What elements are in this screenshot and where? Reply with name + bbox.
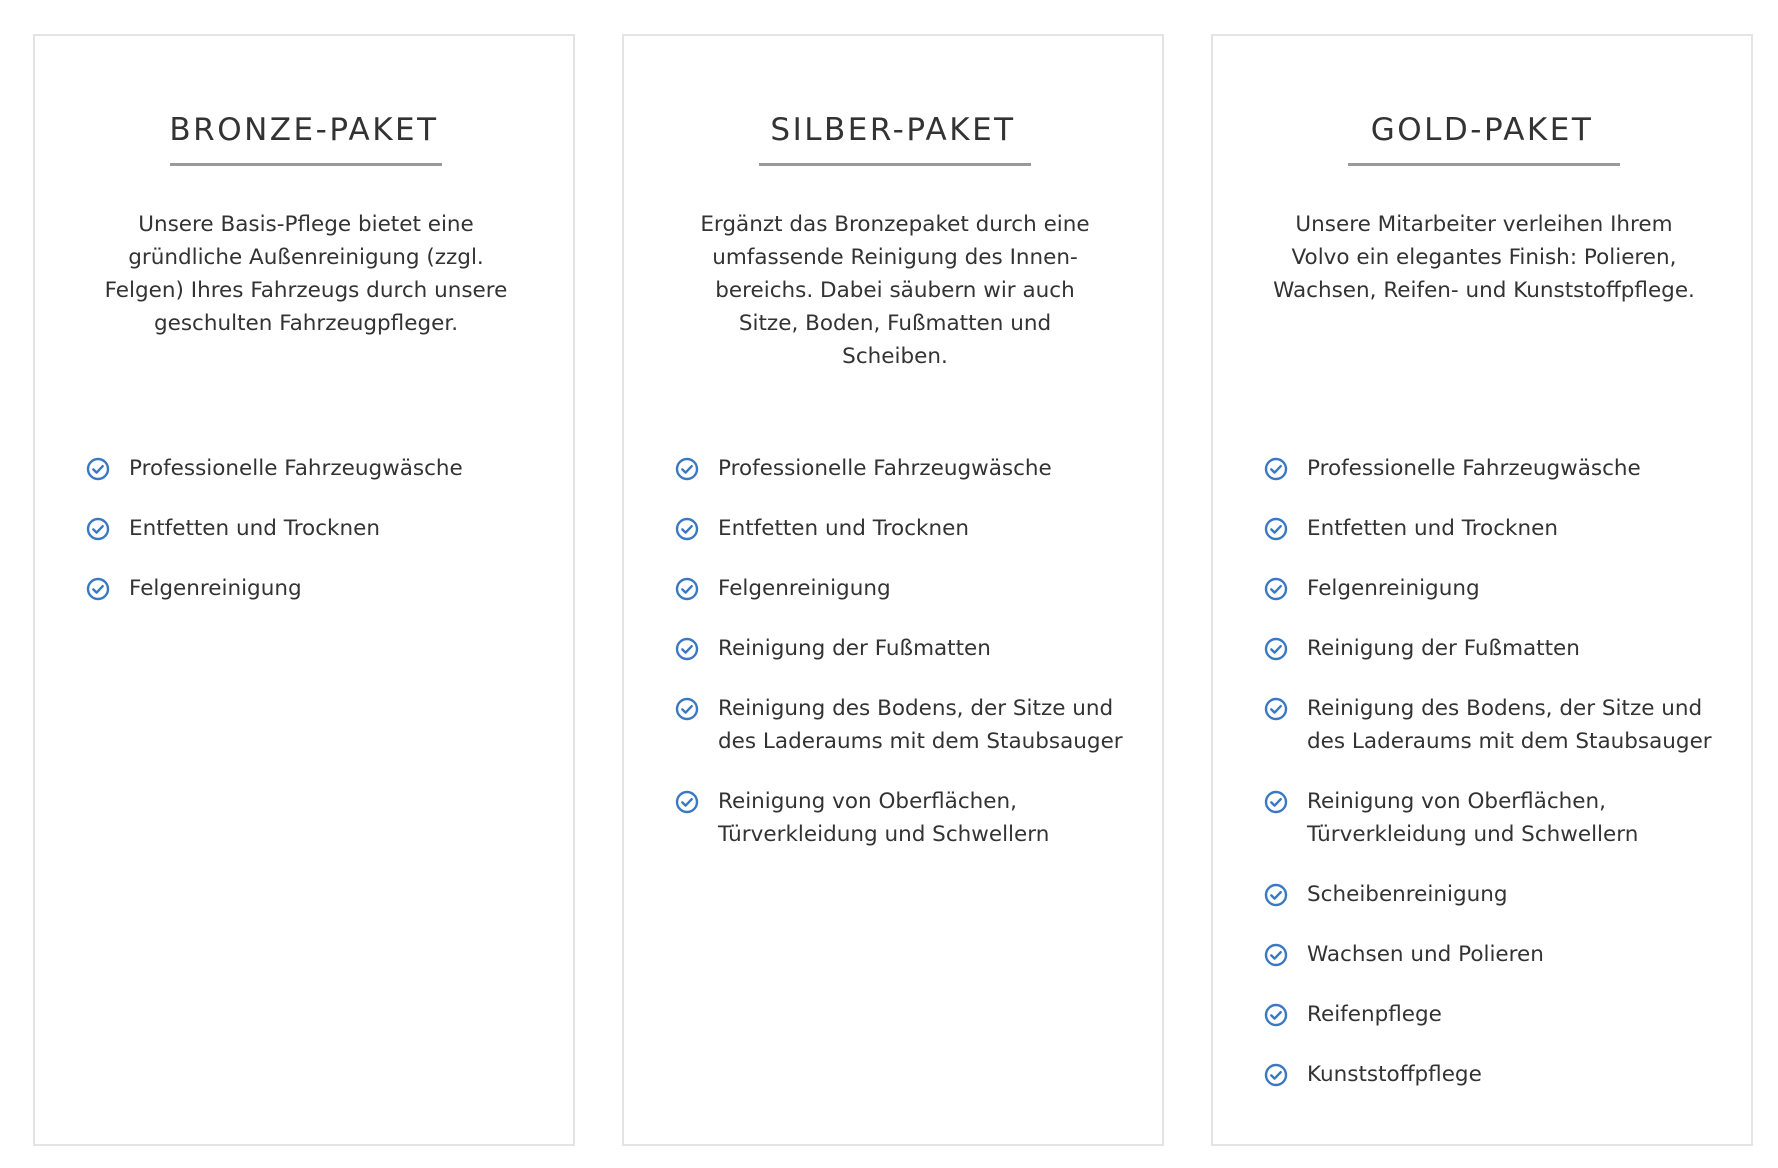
feature-label: Reinigung von Oberflächen, Türverkleidung und Schwellern bbox=[718, 789, 1050, 847]
feature-label: Kunststoffpflege bbox=[1307, 1062, 1482, 1087]
check-circle-icon bbox=[675, 577, 699, 601]
title-divider bbox=[759, 163, 1031, 166]
check-circle-icon bbox=[1264, 1003, 1288, 1027]
check-circle-icon bbox=[86, 517, 110, 541]
bronze-package-card bbox=[33, 34, 575, 1146]
feature-item bbox=[86, 572, 556, 605]
package-title: BRONZE-PAKET bbox=[169, 112, 439, 148]
feature-item bbox=[675, 632, 1145, 665]
feature-item bbox=[86, 512, 556, 545]
package-title: GOLD-PAKET bbox=[1370, 112, 1594, 148]
check-circle-icon bbox=[1264, 1063, 1288, 1087]
feature-label: Scheibenreinigung bbox=[1307, 882, 1508, 907]
feature-item bbox=[675, 452, 1145, 485]
feature-label: Entfetten und Trocknen bbox=[718, 516, 969, 541]
feature-item bbox=[1264, 1058, 1734, 1091]
check-circle-icon bbox=[1264, 883, 1288, 907]
check-circle-icon bbox=[1264, 517, 1288, 541]
feature-label: Entfetten und Trocknen bbox=[129, 516, 380, 541]
check-circle-icon bbox=[675, 457, 699, 481]
check-circle-icon bbox=[675, 517, 699, 541]
feature-item bbox=[675, 692, 1145, 758]
check-circle-icon bbox=[675, 697, 699, 721]
check-circle-icon bbox=[1264, 943, 1288, 967]
package-title: SILBER-PAKET bbox=[770, 112, 1016, 148]
feature-label: Reinigung der Fußmatten bbox=[718, 636, 991, 661]
gold-package-card bbox=[1211, 34, 1753, 1146]
check-circle-icon bbox=[1264, 790, 1288, 814]
package-description: Unsere Mitarbeiter verleihen Ihrem Volvo ein elegantes Finish: Polieren, Wachsen, Reifen- und Kunststoffpflege. bbox=[1273, 212, 1695, 303]
package-description: Ergänzt das Bronzepaket durch eine umfassende Reinigung des Innen-bereichs. Dabei säubern wir auch Sitze, Boden, Fußmatten und Scheiben. bbox=[700, 212, 1090, 369]
check-circle-icon bbox=[1264, 697, 1288, 721]
feature-label: Professionelle Fahrzeugwäsche bbox=[718, 456, 1052, 481]
check-circle-icon bbox=[675, 637, 699, 661]
feature-label: Reinigung von Oberflächen, Türverkleidung und Schwellern bbox=[1307, 789, 1639, 847]
check-circle-icon bbox=[86, 457, 110, 481]
feature-item bbox=[1264, 938, 1734, 971]
check-circle-icon bbox=[1264, 457, 1288, 481]
feature-item bbox=[86, 452, 556, 485]
feature-label: Wachsen und Polieren bbox=[1307, 942, 1544, 967]
feature-item bbox=[1264, 512, 1734, 545]
silver-package-card bbox=[622, 34, 1164, 1146]
feature-label: Reinigung der Fußmatten bbox=[1307, 636, 1580, 661]
feature-item bbox=[1264, 878, 1734, 911]
feature-label: Felgenreinigung bbox=[129, 576, 302, 601]
title-divider bbox=[170, 163, 442, 166]
feature-item bbox=[675, 512, 1145, 545]
feature-label: Professionelle Fahrzeugwäsche bbox=[1307, 456, 1641, 481]
check-circle-icon bbox=[1264, 637, 1288, 661]
feature-item bbox=[1264, 692, 1734, 758]
feature-item bbox=[1264, 998, 1734, 1031]
feature-label: Felgenreinigung bbox=[1307, 576, 1480, 601]
check-circle-icon bbox=[86, 577, 110, 601]
feature-label: Reifenpflege bbox=[1307, 1002, 1442, 1027]
feature-list bbox=[86, 452, 556, 632]
feature-item bbox=[1264, 452, 1734, 485]
feature-item bbox=[675, 785, 1145, 851]
feature-list bbox=[1264, 452, 1734, 1118]
package-description: Unsere Basis-Pflege bietet eine gründliche Außenreinigung (zzgl. Felgen) Ihres Fahrzeugs durch unsere geschulten Fahrzeugpfleger. bbox=[104, 212, 508, 336]
feature-label: Professionelle Fahrzeugwäsche bbox=[129, 456, 463, 481]
feature-label: Felgenreinigung bbox=[718, 576, 891, 601]
feature-label: Entfetten und Trocknen bbox=[1307, 516, 1558, 541]
feature-item bbox=[1264, 572, 1734, 605]
feature-label: Reinigung des Bodens, der Sitze und des Laderaums mit dem Staubsauger bbox=[718, 696, 1123, 754]
check-circle-icon bbox=[1264, 577, 1288, 601]
feature-list bbox=[675, 452, 1145, 878]
feature-item bbox=[675, 572, 1145, 605]
feature-item bbox=[1264, 785, 1734, 851]
feature-label: Reinigung des Bodens, der Sitze und des Laderaums mit dem Staubsauger bbox=[1307, 696, 1712, 754]
title-divider bbox=[1348, 163, 1620, 166]
check-circle-icon bbox=[675, 790, 699, 814]
feature-item bbox=[1264, 632, 1734, 665]
